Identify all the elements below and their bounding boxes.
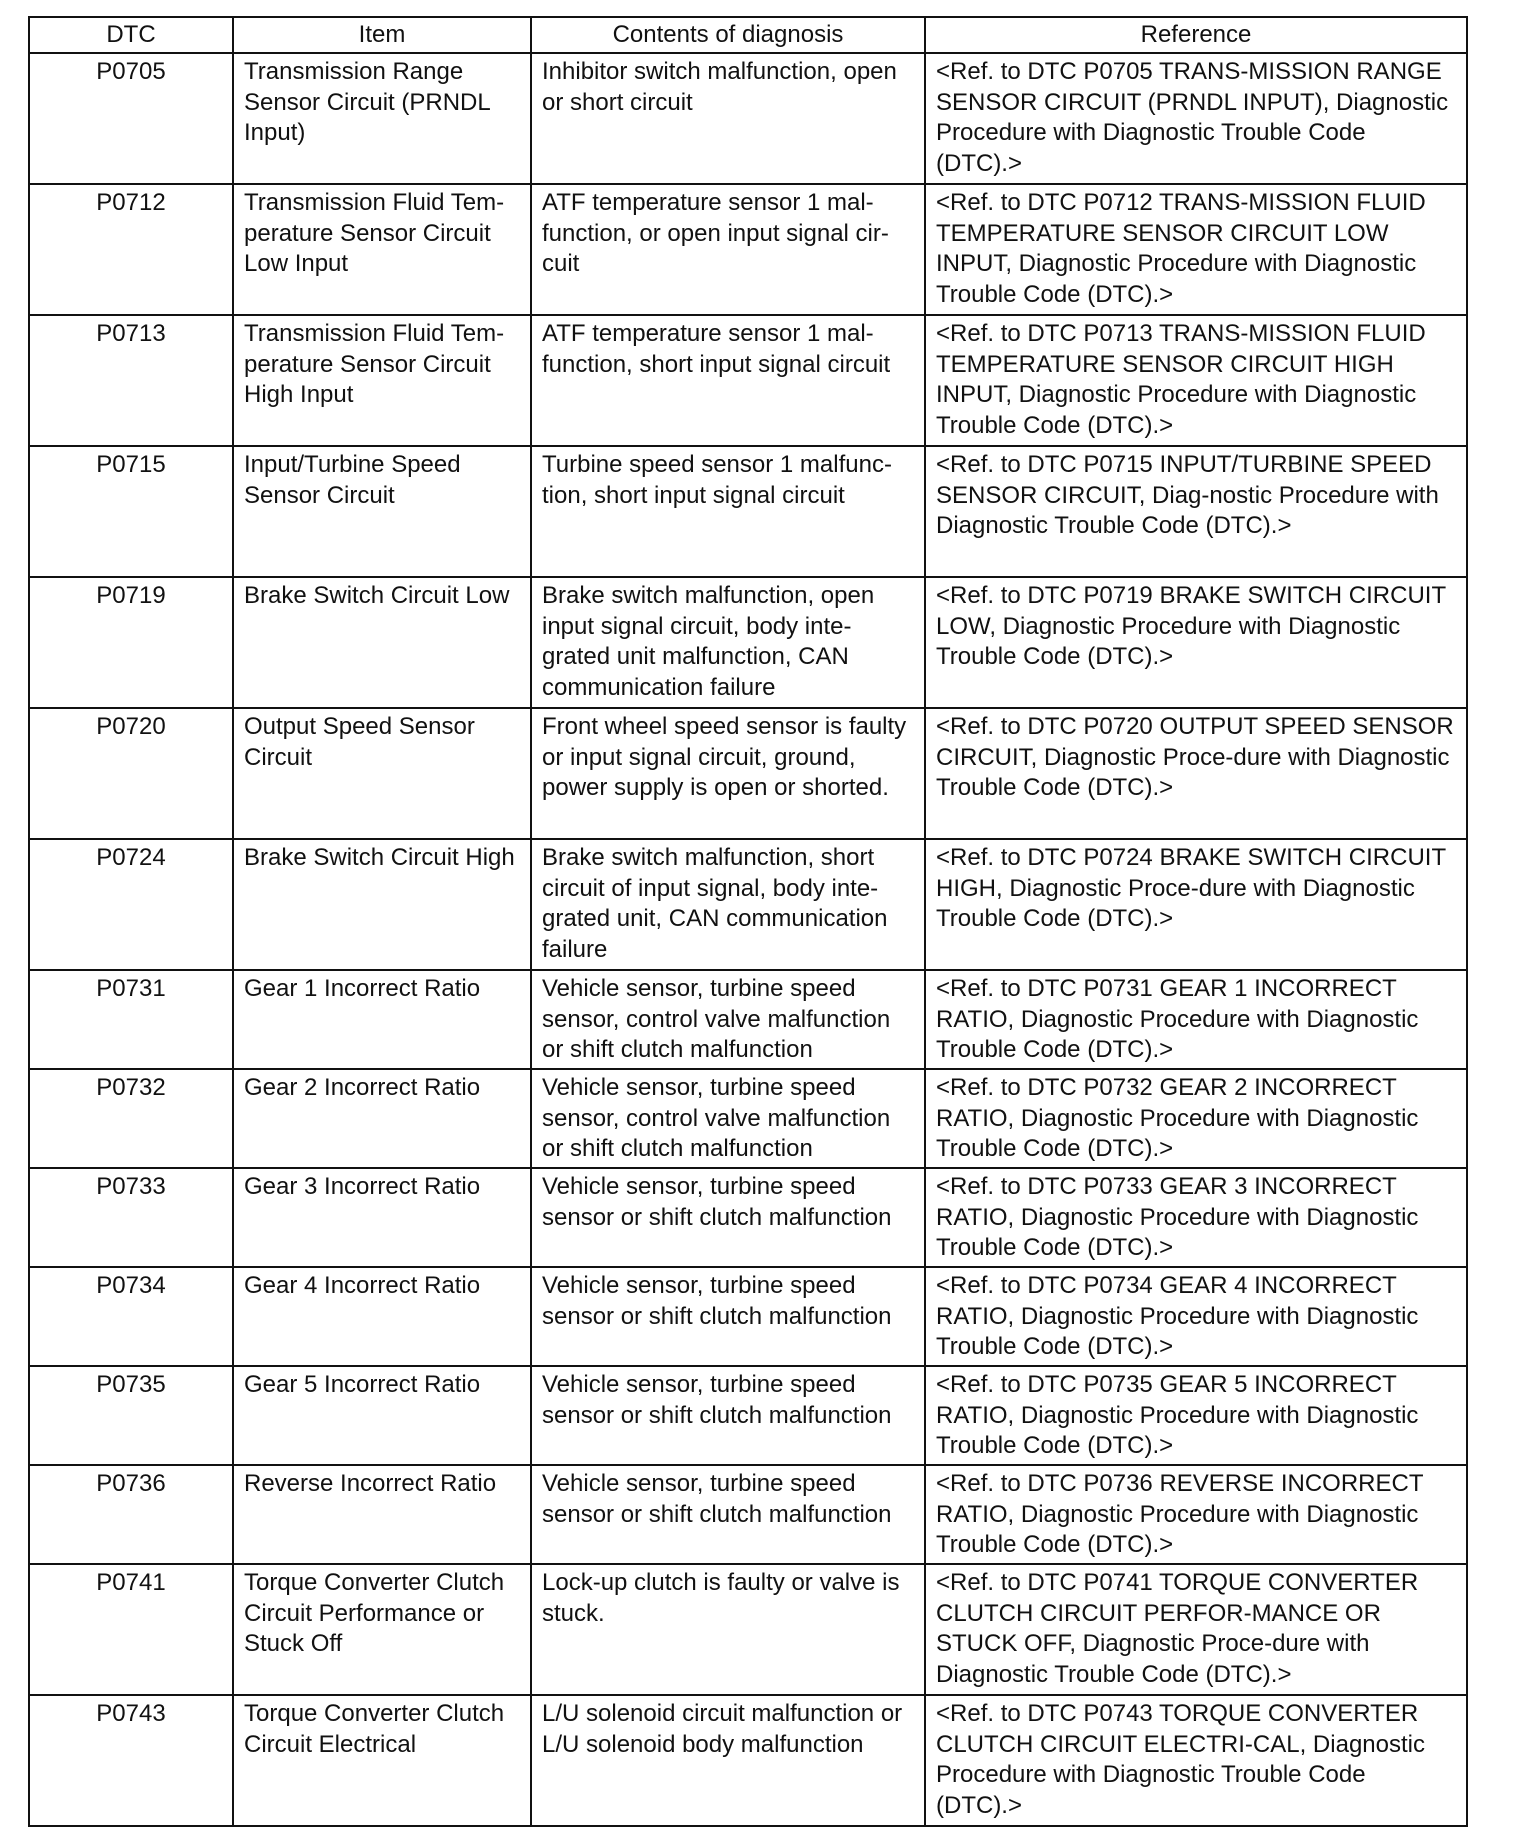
table-row bbox=[29, 315, 1467, 446]
dtc-code-cell: P0713 bbox=[29, 315, 233, 446]
dtc-code-cell: P0715 bbox=[29, 446, 233, 577]
dtc-code-cell: P0712 bbox=[29, 184, 233, 315]
table-row bbox=[29, 53, 1467, 184]
dtc-code-cell: P0705 bbox=[29, 53, 233, 184]
table-row bbox=[29, 1366, 1467, 1465]
reference-cell: <Ref. to DTC P0733 GEAR 3 INCORRECT RATIO, Diagnostic Procedure with Diagnostic Trouble Code (DTC).> bbox=[925, 1168, 1467, 1267]
table-row bbox=[29, 1069, 1467, 1168]
item-cell: Gear 1 Incorrect Ratio bbox=[233, 970, 531, 1069]
contents-cell: Lock-up clutch is faulty or valve is stuck. bbox=[531, 1564, 925, 1695]
reference-cell: <Ref. to DTC P0743 TORQUE CONVERTER CLUTCH CIRCUIT ELECTRI-CAL, Diagnostic Procedure with Diagnostic Trouble Code (DTC).> bbox=[925, 1695, 1467, 1826]
reference-cell: <Ref. to DTC P0720 OUTPUT SPEED SENSOR CIRCUIT, Diagnostic Proce-dure with Diagnostic Trouble Code (DTC).> bbox=[925, 708, 1467, 839]
reference-cell: <Ref. to DTC P0713 TRANS-MISSION FLUID TEMPERATURE SENSOR CIRCUIT HIGH INPUT, Diagnostic Procedure with Diagnostic Trouble Code (DTC).> bbox=[925, 315, 1467, 446]
dtc-code-cell: P0734 bbox=[29, 1267, 233, 1366]
item-cell: Output Speed Sensor Circuit bbox=[233, 708, 531, 839]
contents-cell: Vehicle sensor, turbine speed sensor, control valve malfunction or shift clutch malfunction bbox=[531, 970, 925, 1069]
header-reference: Reference bbox=[925, 17, 1467, 53]
table-row bbox=[29, 1168, 1467, 1267]
table-row bbox=[29, 1695, 1467, 1826]
header-item: Item bbox=[233, 17, 531, 53]
reference-cell: <Ref. to DTC P0715 INPUT/TURBINE SPEED SENSOR CIRCUIT, Diag-nostic Procedure with Diagnostic Trouble Code (DTC).> bbox=[925, 446, 1467, 577]
item-cell: Reverse Incorrect Ratio bbox=[233, 1465, 531, 1564]
contents-cell: Inhibitor switch malfunction, open or short circuit bbox=[531, 53, 925, 184]
reference-cell: <Ref. to DTC P0719 BRAKE SWITCH CIRCUIT LOW, Diagnostic Procedure with Diagnostic Trouble Code (DTC).> bbox=[925, 577, 1467, 708]
reference-cell: <Ref. to DTC P0735 GEAR 5 INCORRECT RATIO, Diagnostic Procedure with Diagnostic Trouble Code (DTC).> bbox=[925, 1366, 1467, 1465]
reference-cell: <Ref. to DTC P0724 BRAKE SWITCH CIRCUIT HIGH, Diagnostic Proce-dure with Diagnostic Trouble Code (DTC).> bbox=[925, 839, 1467, 970]
contents-cell: Vehicle sensor, turbine speed sensor or shift clutch malfunction bbox=[531, 1168, 925, 1267]
contents-cell: Vehicle sensor, turbine speed sensor or shift clutch malfunction bbox=[531, 1465, 925, 1564]
dtc-code-cell: P0743 bbox=[29, 1695, 233, 1826]
item-cell: Transmission Range Sensor Circuit (PRNDL Input) bbox=[233, 53, 531, 184]
item-cell: Transmission Fluid Tem-perature Sensor Circuit Low Input bbox=[233, 184, 531, 315]
table-row bbox=[29, 1564, 1467, 1695]
contents-cell: Front wheel speed sensor is faulty or input signal circuit, ground, power supply is open or shorted. bbox=[531, 708, 925, 839]
reference-cell: <Ref. to DTC P0705 TRANS-MISSION RANGE SENSOR CIRCUIT (PRNDL INPUT), Diagnostic Procedure with Diagnostic Trouble Code (DTC).> bbox=[925, 53, 1467, 184]
header-contents: Contents of diagnosis bbox=[531, 17, 925, 53]
contents-cell: Brake switch malfunction, short circuit of input signal, body inte-grated unit, CAN communication failure bbox=[531, 839, 925, 970]
item-cell: Gear 4 Incorrect Ratio bbox=[233, 1267, 531, 1366]
table-row bbox=[29, 184, 1467, 315]
table-row bbox=[29, 970, 1467, 1069]
item-cell: Transmission Fluid Tem-perature Sensor Circuit High Input bbox=[233, 315, 531, 446]
dtc-code-cell: P0724 bbox=[29, 839, 233, 970]
reference-cell: <Ref. to DTC P0741 TORQUE CONVERTER CLUTCH CIRCUIT PERFOR-MANCE OR STUCK OFF, Diagnostic Proce-dure with Diagnostic Trouble Code (DTC).> bbox=[925, 1564, 1467, 1695]
header-dtc: DTC bbox=[29, 17, 233, 53]
table-header-row bbox=[29, 17, 1467, 53]
table-row bbox=[29, 839, 1467, 970]
contents-cell: ATF temperature sensor 1 mal-function, short input signal circuit bbox=[531, 315, 925, 446]
item-cell: Gear 3 Incorrect Ratio bbox=[233, 1168, 531, 1267]
item-cell: Gear 5 Incorrect Ratio bbox=[233, 1366, 531, 1465]
dtc-code-cell: P0719 bbox=[29, 577, 233, 708]
dtc-code-cell: P0733 bbox=[29, 1168, 233, 1267]
dtc-code-cell: P0741 bbox=[29, 1564, 233, 1695]
reference-cell: <Ref. to DTC P0732 GEAR 2 INCORRECT RATIO, Diagnostic Procedure with Diagnostic Trouble Code (DTC).> bbox=[925, 1069, 1467, 1168]
contents-cell: Turbine speed sensor 1 malfunc-tion, short input signal circuit bbox=[531, 446, 925, 577]
table-row bbox=[29, 708, 1467, 839]
dtc-reference-table bbox=[28, 16, 1468, 1827]
contents-cell: L/U solenoid circuit malfunction or L/U solenoid body malfunction bbox=[531, 1695, 925, 1826]
dtc-code-cell: P0735 bbox=[29, 1366, 233, 1465]
table-row bbox=[29, 577, 1467, 708]
dtc-code-cell: P0731 bbox=[29, 970, 233, 1069]
contents-cell: ATF temperature sensor 1 mal-function, or open input signal cir-cuit bbox=[531, 184, 925, 315]
contents-cell: Vehicle sensor, turbine speed sensor or shift clutch malfunction bbox=[531, 1366, 925, 1465]
reference-cell: <Ref. to DTC P0731 GEAR 1 INCORRECT RATIO, Diagnostic Procedure with Diagnostic Trouble Code (DTC).> bbox=[925, 970, 1467, 1069]
table-row bbox=[29, 446, 1467, 577]
dtc-code-cell: P0720 bbox=[29, 708, 233, 839]
reference-cell: <Ref. to DTC P0734 GEAR 4 INCORRECT RATIO, Diagnostic Procedure with Diagnostic Trouble Code (DTC).> bbox=[925, 1267, 1467, 1366]
contents-cell: Brake switch malfunction, open input signal circuit, body inte-grated unit malfunction, CAN communication failure bbox=[531, 577, 925, 708]
dtc-code-cell: P0732 bbox=[29, 1069, 233, 1168]
dtc-code-cell: P0736 bbox=[29, 1465, 233, 1564]
table-row bbox=[29, 1465, 1467, 1564]
item-cell: Torque Converter Clutch Circuit Performance or Stuck Off bbox=[233, 1564, 531, 1695]
reference-cell: <Ref. to DTC P0736 REVERSE INCORRECT RATIO, Diagnostic Procedure with Diagnostic Trouble Code (DTC).> bbox=[925, 1465, 1467, 1564]
contents-cell: Vehicle sensor, turbine speed sensor or shift clutch malfunction bbox=[531, 1267, 925, 1366]
contents-cell: Vehicle sensor, turbine speed sensor, control valve malfunction or shift clutch malfunction bbox=[531, 1069, 925, 1168]
item-cell: Input/Turbine Speed Sensor Circuit bbox=[233, 446, 531, 577]
item-cell: Torque Converter Clutch Circuit Electrical bbox=[233, 1695, 531, 1826]
item-cell: Brake Switch Circuit Low bbox=[233, 577, 531, 708]
item-cell: Brake Switch Circuit High bbox=[233, 839, 531, 970]
item-cell: Gear 2 Incorrect Ratio bbox=[233, 1069, 531, 1168]
table-row bbox=[29, 1267, 1467, 1366]
reference-cell: <Ref. to DTC P0712 TRANS-MISSION FLUID TEMPERATURE SENSOR CIRCUIT LOW INPUT, Diagnostic Procedure with Diagnostic Trouble Code (DTC).> bbox=[925, 184, 1467, 315]
